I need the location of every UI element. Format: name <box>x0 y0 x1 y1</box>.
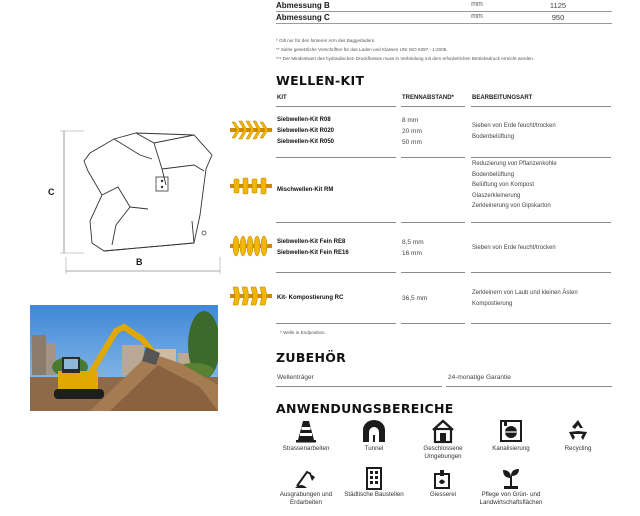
row-divider <box>401 222 465 223</box>
kit-name: Kit- Kompostierung RC <box>277 295 344 301</box>
kit-work-line: Zerkleinerung von Gipskarton <box>472 203 551 209</box>
dimension-c-label: C <box>48 187 55 197</box>
kit-column-header: KIT <box>277 95 287 101</box>
kit-name: Siebwellen-Kit R020 <box>277 128 335 134</box>
row-divider <box>401 323 465 324</box>
kit-names <box>277 293 343 304</box>
accessory-divider <box>446 386 612 387</box>
city-building-icon <box>361 466 387 490</box>
kit-distance: 50 mm <box>402 139 422 146</box>
kit-name: Siebwellen-Kit R050 <box>277 139 335 145</box>
application-urban-sites <box>336 466 412 499</box>
kit-names <box>277 237 349 259</box>
kit-footnote: * Welle in Endposition. <box>280 330 326 335</box>
row-divider <box>401 272 465 273</box>
kit-distances <box>402 115 422 148</box>
application-foundry <box>405 466 481 499</box>
dimension-row-value: 1125 <box>549 1 567 10</box>
footnote: ** Siehe gesetzliche Vorschriften für das Laden und Klassen UNI ISO 6397 - 1:2008. <box>276 47 448 52</box>
kit-work-line: Reduzierung von Pflanzenkohle <box>472 161 557 167</box>
sewer-icon <box>498 418 524 444</box>
application-tunnel <box>336 418 412 453</box>
excavator-photo <box>30 305 218 411</box>
application-excavation <box>268 466 344 507</box>
zubehoer-title: ZUBEHÖR <box>276 350 347 365</box>
kit-distance: 16 mm <box>402 250 422 257</box>
kit-work-line: Zerkleinern von Laub und kleinen Ästen <box>472 290 578 296</box>
row-divider <box>471 157 611 158</box>
wellen-kit-title: WELLEN-KIT <box>276 73 365 88</box>
application-recycling <box>540 418 616 453</box>
header-divider <box>276 106 396 107</box>
dimension-footnotes <box>276 36 616 63</box>
accessory-item: 24-monatige Garantie <box>448 374 511 381</box>
row-divider <box>471 272 611 273</box>
row-divider <box>471 222 611 223</box>
kit-name: Siebwellen-Kit R08 <box>277 117 331 123</box>
application-label: Tunnel <box>364 445 384 452</box>
recycling-icon <box>565 418 591 444</box>
kit-work <box>472 121 556 142</box>
work-column-header: BEARBEITUNGSART <box>472 95 533 101</box>
dimension-row-unit: mm <box>471 1 483 8</box>
footnote: *** Der Mindestwert des hydraulischen Druckflusses muss in Verbindung mit dem erforderlichen Betriebsdruck erreicht werden. <box>276 56 535 61</box>
application-sewer <box>473 418 549 453</box>
kit-name: Mischwellen-Kit RM <box>277 187 334 193</box>
anwendungsbereiche-title: ANWENDUNGSBEREICHE <box>276 401 454 416</box>
kit-work-line: Glaszerkleinerung <box>472 192 521 199</box>
application-green-care <box>473 466 549 507</box>
accessory-divider <box>276 386 442 387</box>
application-label: Giesserei <box>429 491 457 498</box>
application-label: Geschlossene Umgebungen <box>423 445 463 460</box>
row-divider <box>276 323 396 324</box>
dimension-row-b <box>276 0 612 12</box>
foundry-icon <box>430 466 456 490</box>
kit-distance: 8,5 mm <box>402 239 424 246</box>
dimensions-table <box>276 0 612 24</box>
kit-distance: 36,5 mm <box>402 295 428 302</box>
kit-distances <box>402 237 424 259</box>
row-divider <box>471 323 611 324</box>
closed-building-icon <box>430 418 456 444</box>
dimension-row-label: Abmessung B <box>276 1 330 10</box>
mixing-shaft-screw-icon <box>228 176 274 196</box>
kit-work-line: Kompostierung <box>472 300 513 307</box>
kit-distance: 8 mm <box>402 117 419 124</box>
kit-name: Siebwellen-Kit Fein RE8 <box>277 239 346 245</box>
kit-work-line: Sieben von Erde feucht/trocken <box>472 245 556 251</box>
kit-work-line: Belüftung von Kompost <box>472 182 535 188</box>
accessory-item: Wellenträger <box>277 374 314 381</box>
plant-icon <box>498 466 524 490</box>
row-divider <box>276 157 396 158</box>
kit-distance: 20 mm <box>402 128 422 135</box>
application-label: Pflege von Grün- und Landwirtschaftsflächen <box>479 491 543 506</box>
kit-distances <box>402 293 427 304</box>
row-divider <box>401 157 465 158</box>
application-closed-environments <box>405 418 481 461</box>
dimension-row-label: Abmessung C <box>276 13 330 22</box>
kit-name: Siebwellen-Kit Fein RE16 <box>277 250 349 256</box>
kit-work <box>472 159 557 212</box>
dimension-row-unit: mm <box>471 13 483 20</box>
tunnel-icon <box>361 418 387 444</box>
kit-work <box>472 243 556 254</box>
application-label: Ausgrabungen und Erdarbeiten <box>279 491 333 506</box>
kit-names <box>277 115 334 148</box>
kit-names <box>277 185 333 196</box>
row-divider <box>276 272 396 273</box>
kit-work <box>472 288 578 309</box>
dimension-b-label: B <box>136 257 143 267</box>
kit-work-line: Bodenbelüftung <box>472 133 515 140</box>
application-label: Recycling <box>564 445 592 452</box>
bucket-technical-drawing <box>44 125 224 275</box>
header-divider <box>471 106 611 107</box>
traffic-cone-icon <box>293 418 319 444</box>
kit-work-line: Bodenbelüftung <box>472 171 515 178</box>
kit-work-line: Sieben von Erde feucht/trocken <box>472 123 556 129</box>
excavation-icon <box>293 466 319 490</box>
dimension-row-c <box>276 12 612 24</box>
distance-column-header: TRENNABSTAND* <box>402 95 454 101</box>
row-divider <box>276 222 396 223</box>
sieve-shaft-screw-icon <box>228 118 274 142</box>
footnote: * Gilt nur für den hinteren Arm des Baggerladers. <box>276 38 376 43</box>
dimension-row-value: 950 <box>551 13 565 22</box>
compost-shaft-screw-icon <box>228 284 274 308</box>
application-label: Kanalisierung <box>492 445 530 452</box>
application-label: Strassenarbeiten <box>282 445 330 452</box>
fine-sieve-shaft-screw-icon <box>228 234 274 258</box>
application-road-works <box>268 418 344 453</box>
header-divider <box>401 106 465 107</box>
application-label: Städtische Baustellen <box>344 491 404 498</box>
